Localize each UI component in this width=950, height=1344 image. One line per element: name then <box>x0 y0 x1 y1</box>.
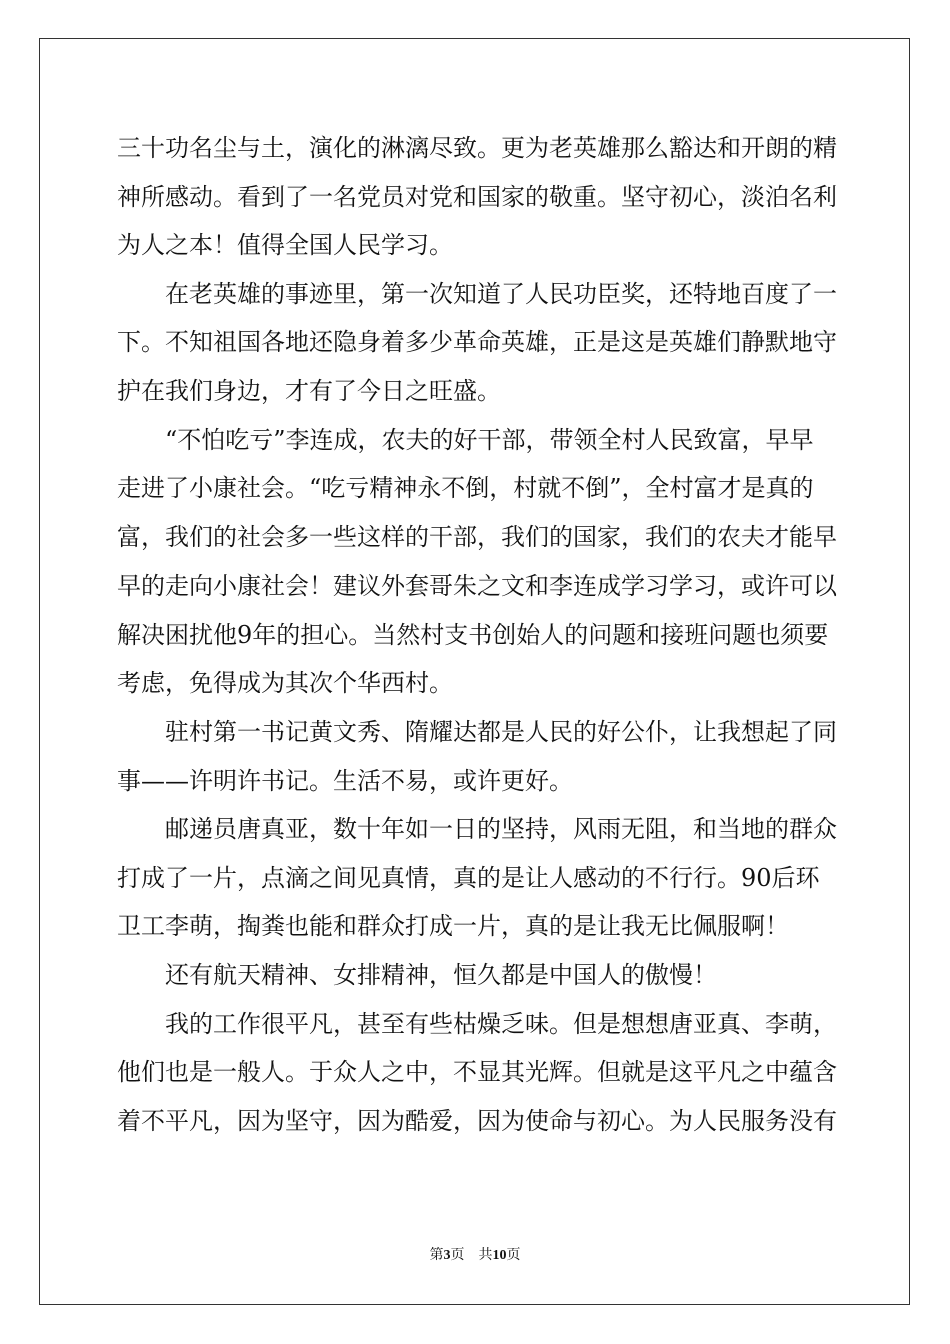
paragraph-start-line: “不怕吃亏”李连成，农夫的好干部，带领全村人民致富，早早 <box>165 426 814 454</box>
text-line: 着不平凡，因为坚守，因为酷爱，因为使命与初心。为人民服务没有 <box>117 1107 837 1135</box>
text-line: 神所感动。看到了一名党员对党和国家的敬重。坚守初心，淡泊名利 <box>117 183 837 211</box>
paragraph-start-line: 还有航天精神、女排精神，恒久都是中国人的傲慢！ <box>165 961 717 989</box>
text-line: 卫工李萌，掏粪也能和群众打成一片，真的是让我无比佩服啊！ <box>117 912 789 940</box>
text-line: 走进了小康社会。“吃亏精神永不倒，村就不倒”，全村富才是真的 <box>117 474 814 502</box>
text-line: 为人之本！值得全国人民学习。 <box>117 231 453 259</box>
total-prefix: 共 <box>478 1248 493 1263</box>
page-suffix: 页 <box>450 1248 465 1263</box>
paragraph-start-line: 邮递员唐真亚，数十年如一日的坚持，风雨无阻，和当地的群众 <box>165 815 837 843</box>
paragraph-start-line: 我的工作很平凡，甚至有些枯燥乏味。但是想想唐亚真、李萌， <box>165 1010 837 1038</box>
total-page-count: 10 <box>492 1248 507 1263</box>
text-line: 考虑，免得成为其次个华西村。 <box>117 669 453 697</box>
page-prefix: 第 <box>429 1248 444 1263</box>
text-line: 早的走向小康社会！建议外套哥朱之文和李连成学习学习，或许可以 <box>117 572 837 600</box>
current-page-number: 3 <box>443 1248 451 1263</box>
text-line: 解决困扰他9年的担心。当然村支书创始人的问题和接班问题也须要 <box>117 621 829 649</box>
text-line: 富，我们的社会多一些这样的干部，我们的国家，我们的农夫才能早 <box>117 523 837 551</box>
paragraph-start-line: 驻村第一书记黄文秀、隋耀达都是人民的好公仆，让我想起了同 <box>165 718 837 746</box>
text-line: 三十功名尘与土，演化的淋漓尽致。更为老英雄那么豁达和开朗的精 <box>117 134 837 162</box>
text-line: 护在我们身边，才有了今日之旺盛。 <box>117 377 501 405</box>
paragraph-start-line: 在老英雄的事迹里，第一次知道了人民功臣奖，还特地百度了一 <box>165 280 837 308</box>
text-line: 打成了一片，点滴之间见真情，真的是让人感动的不行行。90后环 <box>117 864 820 892</box>
text-line: 下。不知祖国各地还隐身着多少革命英雄，正是这是英雄们静默地守 <box>117 328 837 356</box>
total-suffix: 页 <box>506 1248 521 1263</box>
text-line: 他们也是一般人。于众人之中，不显其光辉。但就是这平凡之中蕴含 <box>117 1058 837 1086</box>
text-line: 事——许明许书记。生活不易，或许更好。 <box>117 767 573 795</box>
page-footer <box>0 1246 950 1266</box>
